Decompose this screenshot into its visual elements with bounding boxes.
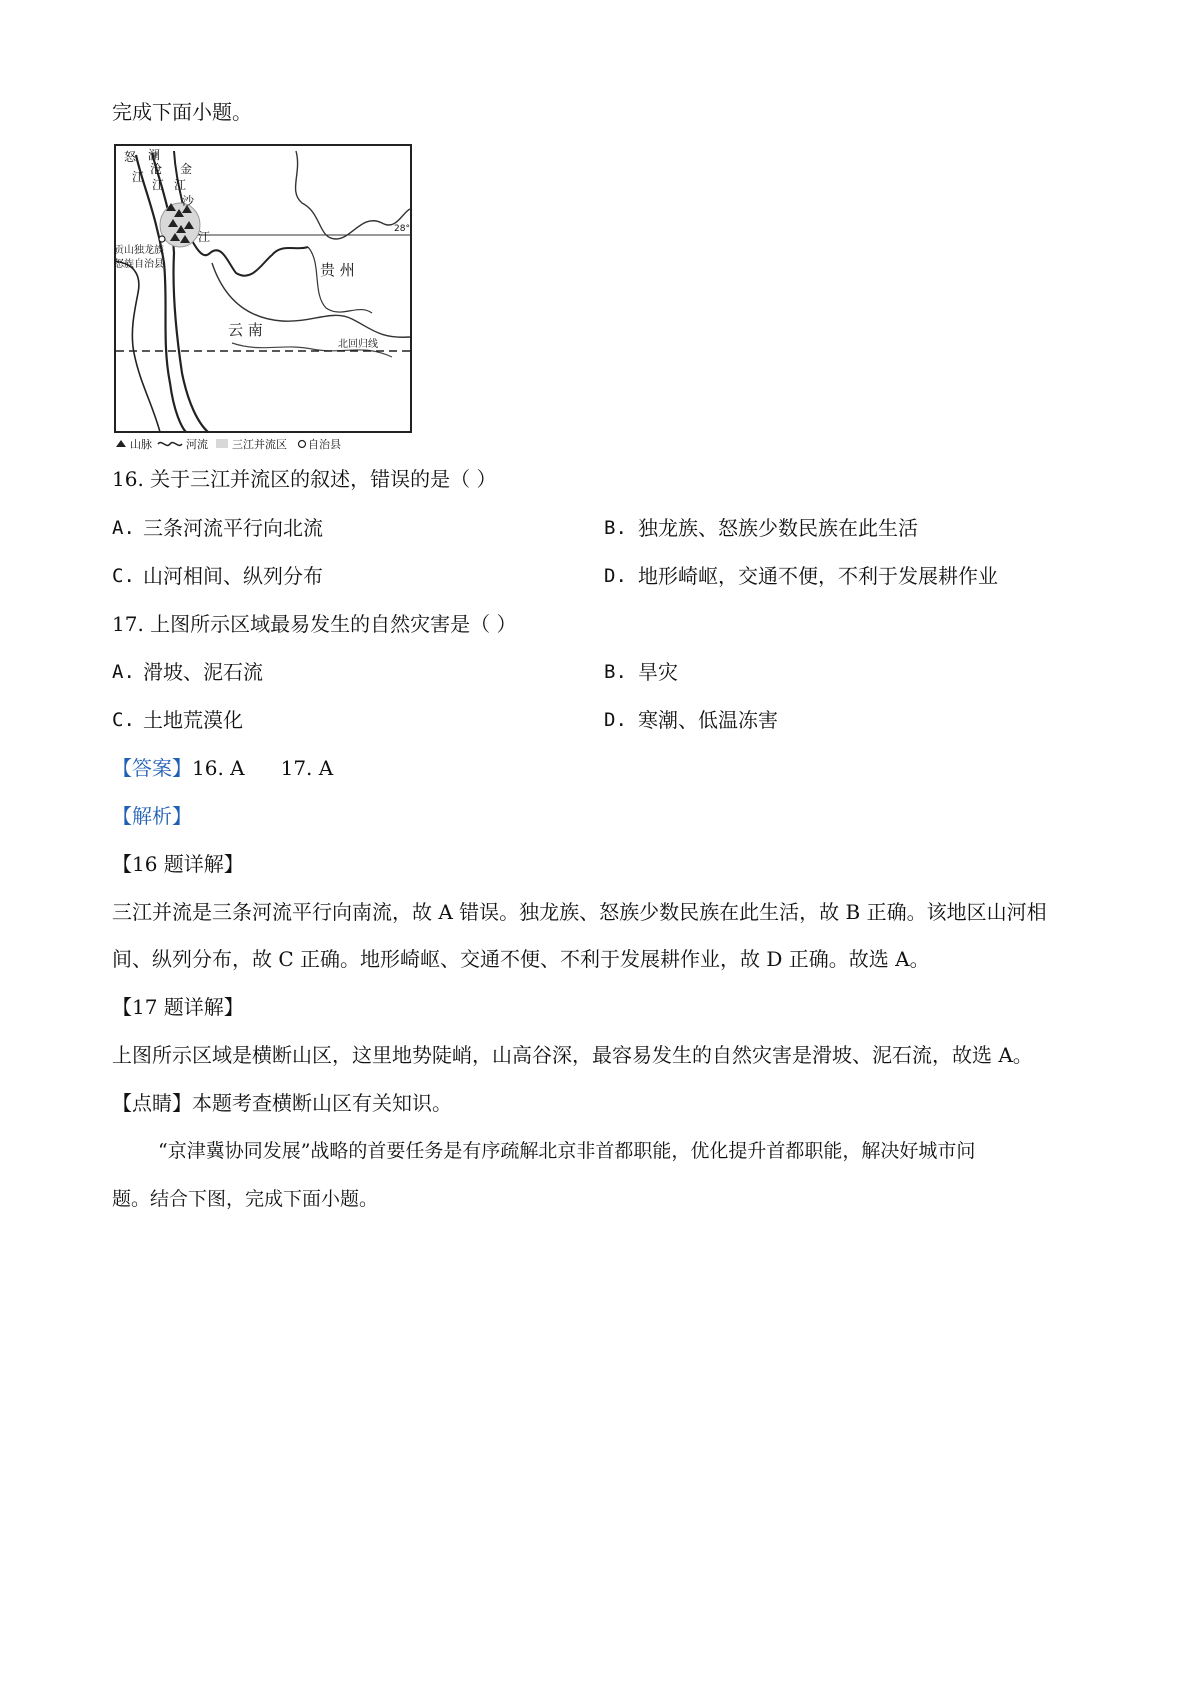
map-legend xyxy=(116,437,341,450)
map-label-yunnan: 云 南 xyxy=(228,321,263,339)
detail16-line1: 三江并流是三条河流平行向南流，故 A 错误。独龙族、怒族少数民族在此生活，故 B 正确。该地区山河相 xyxy=(112,900,1047,924)
q16-option-a: 三条河流平行向北流 xyxy=(143,516,323,540)
detail17-title: 【17 题详解】 xyxy=(112,995,244,1019)
legend-county: 自治县 xyxy=(308,438,341,450)
q16-a-label: A. xyxy=(112,517,135,539)
map-label-jiang-b: 江 xyxy=(174,178,187,192)
map-label-tropic: 北回归线 xyxy=(338,339,378,350)
map-label-jin: 金 xyxy=(180,162,193,176)
q17-option-a: 滑坡、泥石流 xyxy=(143,660,263,684)
legend-river: 河流 xyxy=(186,438,208,450)
q16-c-label: C. xyxy=(112,565,135,587)
q16-b-label: B. xyxy=(604,517,627,539)
q17-b-label: B. xyxy=(604,661,627,683)
map-label-nu: 怒 xyxy=(124,150,137,164)
analysis-tag: 【解析】 xyxy=(112,804,192,828)
next-intro-line1: “京津冀协同发展”战略的首要任务是有序疏解北京非首都职能，优化提升首都职能，解决好城市问 xyxy=(158,1140,976,1162)
q17-option-d: 寒潮、低温冻害 xyxy=(638,708,778,732)
detail17-line1: 上图所示区域是横断山区，这里地势陡峭，山高谷深，最容易发生的自然灾害是滑坡、泥石流，故选 A。 xyxy=(112,1043,1033,1067)
note-text: 【点睛】本题考查横断山区有关知识。 xyxy=(112,1091,452,1115)
legend-area-icon xyxy=(216,439,228,448)
answer-tag: 【答案】 xyxy=(112,756,192,780)
intro-text: 完成下面小题。 xyxy=(112,100,252,124)
q16-option-c: 山河相间、纵列分布 xyxy=(143,564,323,588)
q17-d-label: D. xyxy=(604,709,627,731)
q16-d-label: D. xyxy=(604,565,627,587)
q17-c-label: C. xyxy=(112,709,135,731)
map-label-cang: 沧 xyxy=(150,162,163,176)
q16-option-d: 地形崎岖，交通不便，不利于发展耕作业 xyxy=(638,564,998,588)
q17-a-label: A. xyxy=(112,661,135,683)
map-label-county-2: 怒族自治县 xyxy=(114,259,164,270)
map-label-guizhou: 贵 州 xyxy=(320,261,355,279)
map-label-lat: 28° xyxy=(394,224,410,234)
map-label-jiang-c: 江 xyxy=(198,230,211,244)
detail16-title: 【16 题详解】 xyxy=(112,852,244,876)
q16-option-b: 独龙族、怒族少数民族在此生活 xyxy=(638,516,918,540)
detail16-line2: 间、纵列分布，故 C 正确。地形崎岖、交通不便、不利于发展耕作业，故 D 正确。故选 A。 xyxy=(112,947,930,971)
q17-stem: 17. 上图所示区域最易发生的自然灾害是（ ） xyxy=(112,612,517,636)
next-intro-line2: 题。结合下图，完成下面小题。 xyxy=(112,1188,379,1210)
answer-16: 16. A xyxy=(192,756,245,780)
legend-mountain: 山脉 xyxy=(130,438,152,450)
q17-option-c: 土地荒漠化 xyxy=(143,708,243,732)
q17-option-b: 旱灾 xyxy=(638,660,678,684)
q16-stem: 16. 关于三江并流区的叙述，错误的是（ ） xyxy=(112,467,497,491)
legend-river-icon xyxy=(158,443,182,446)
three-rivers-map xyxy=(112,143,424,450)
map-label-sha: 沙 xyxy=(182,194,195,208)
map-label-jiang-a: 江 xyxy=(152,178,165,192)
map-label-lan: 澜 xyxy=(148,148,161,162)
legend-area: 三江并流区 xyxy=(232,438,287,450)
map-label-county-1: 贡山独龙族 xyxy=(114,245,164,256)
map-label-nu-jiang: 江 xyxy=(132,170,145,184)
legend-mountain-icon xyxy=(116,440,126,447)
legend-county-icon xyxy=(299,441,306,448)
answer-17: 17. A xyxy=(280,756,334,780)
answer-line xyxy=(112,754,333,782)
